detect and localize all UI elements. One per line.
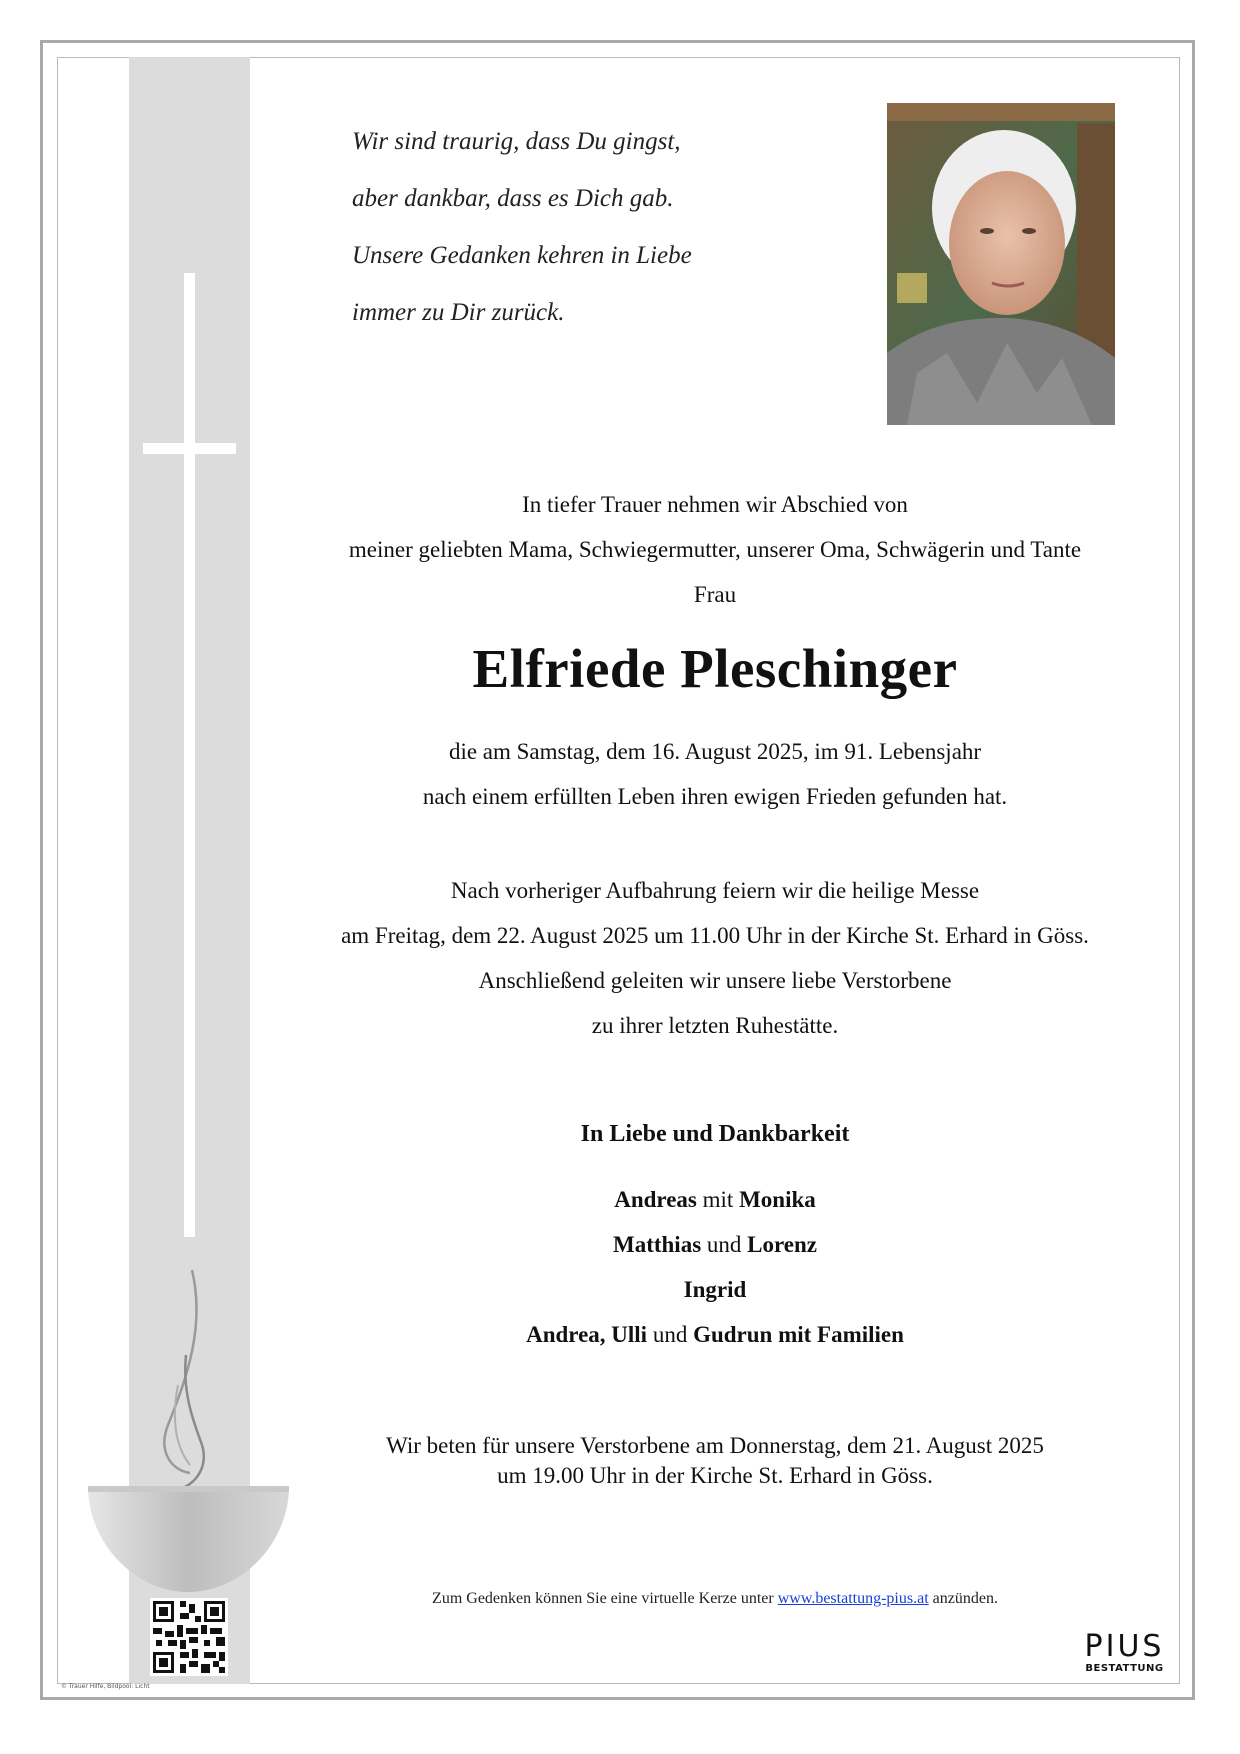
poem-line: Wir sind traurig, dass Du gingst, [352, 128, 681, 155]
mourner-connector: und [701, 1232, 748, 1257]
intro-block [250, 482, 1180, 617]
mourner-name: Monika [739, 1187, 816, 1212]
mourner-connector: und [647, 1322, 694, 1347]
website-link[interactable]: www.bestattung-pius.at [777, 1590, 929, 1607]
mourner-name: Andreas [614, 1187, 697, 1212]
mourner-line [250, 1312, 1180, 1357]
intro-line: In tiefer Trauer nehmen wir Abschied von [522, 492, 908, 517]
copyright-note: © Trauer Hilfe, Bildpool: Licht [61, 1683, 150, 1690]
mourner-name: Gudrun mit Familien [693, 1322, 904, 1347]
mourner-name: Lorenz [747, 1232, 817, 1257]
mourner-name: Ingrid [683, 1277, 747, 1302]
deceased-name: Elfriede Pleschinger [472, 638, 958, 699]
funeral-line: Anschließend geleiten wir unsere liebe Verstorbene [478, 968, 952, 993]
footer-text: anzünden. [928, 1590, 998, 1607]
mourner-line [250, 1267, 1180, 1312]
death-info-block [250, 729, 1180, 819]
funeral-block [250, 868, 1180, 1048]
flame-icon [150, 1265, 220, 1490]
death-info-line: die am Samstag, dem 16. August 2025, im 91. Lebensjahr [448, 739, 982, 764]
mourner-name: Matthias [612, 1232, 702, 1257]
intro-line: meiner geliebten Mama, Schwiegermutter, unserer Oma, Schwägerin und Tante [348, 537, 1082, 562]
logo-sub-text: BESTATTUNG [1085, 1663, 1164, 1674]
cross-icon-vertical [184, 273, 195, 1237]
closing-heading: In Liebe und Dankbarkeit [580, 1121, 850, 1147]
mourners-block [250, 1177, 1180, 1357]
memorial-candle-note [250, 1587, 1180, 1611]
death-info-line: nach einem erfüllten Leben ihren ewigen Frieden gefunden hat. [422, 784, 1008, 809]
cross-icon-horizontal [143, 443, 236, 454]
funeral-line: zu ihrer letzten Ruhestätte. [591, 1013, 839, 1038]
mourner-line [250, 1222, 1180, 1267]
poem [352, 122, 772, 350]
prayer-line: um 19.00 Uhr in der Kirche St. Erhard in Göss. [497, 1463, 933, 1488]
intro-line: Frau [693, 582, 737, 607]
funeral-line: Nach vorheriger Aufbahrung feiern wir die heilige Messe [450, 878, 980, 903]
poem-line: Unsere Gedanken kehren in Liebe [352, 242, 692, 269]
portrait-photo [887, 103, 1115, 425]
pius-logo [1082, 1629, 1167, 1682]
candle-bowl-icon [86, 1484, 291, 1594]
prayer-line: Wir beten für unsere Verstorbene am Donnerstag, dem 21. August 2025 [386, 1433, 1044, 1458]
mourner-name: Andrea, Ulli [526, 1322, 648, 1347]
funeral-line: am Freitag, dem 22. August 2025 um 11.00 Uhr in der Kirche St. Erhard in Göss. [341, 923, 1089, 948]
qr-code-icon[interactable] [150, 1598, 228, 1676]
poem-line: aber dankbar, dass es Dich gab. [352, 185, 674, 212]
mourner-connector: mit [696, 1187, 740, 1212]
prayer-block [250, 1431, 1180, 1491]
logo-main-text: PIUS [1084, 1629, 1165, 1664]
footer-text: Zum Gedenken können Sie eine virtuelle Kerze unter [432, 1590, 778, 1607]
poem-line: immer zu Dir zurück. [352, 299, 565, 326]
mourner-line [250, 1177, 1180, 1222]
